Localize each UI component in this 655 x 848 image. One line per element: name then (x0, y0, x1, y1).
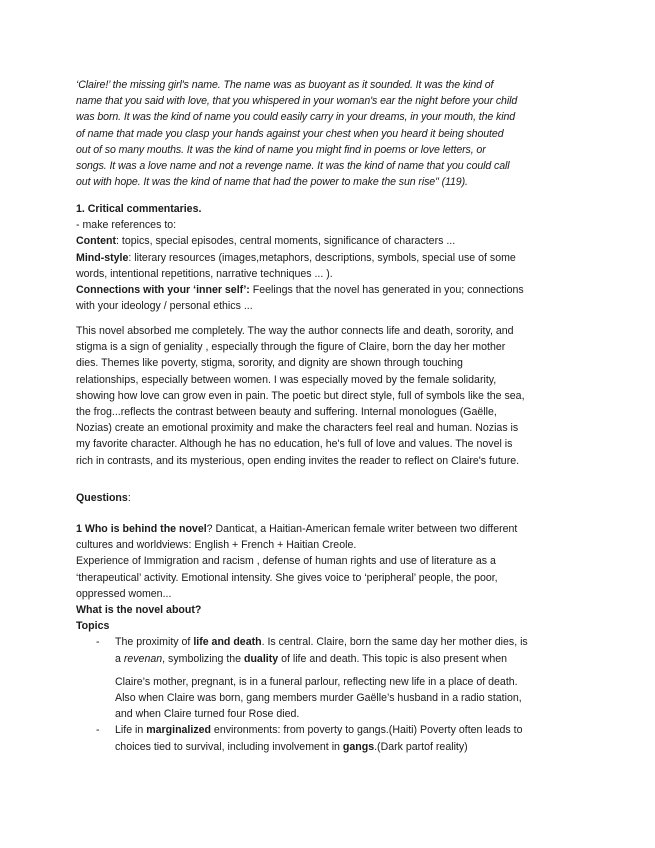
topics-list (76, 634, 586, 754)
critical-commentaries-section (76, 201, 586, 314)
list-item: - Life in marginalized environments: from poverty to gangs.(Haiti) Poverty often leads to choices tied to survival, including involvement in gangs.(Dark partof reality) (96, 724, 523, 753)
commentary-line: dies. Themes like poverty, stigma, sorority, and dignity are shown through touching (76, 357, 463, 370)
quote-line: out with hope. It was the kind of name that had the power to make the sun rise" (119). (76, 176, 468, 189)
quote-line: was born. It was the kind of name you could easily carry in your dreams, in your mouth, the kind (76, 111, 516, 124)
mind-style-line: Mind-style: literary resources (images,metaphors, descriptions, symbols, special use of some (76, 251, 516, 264)
bullet-dash: - (96, 636, 100, 649)
question-1-line: 1 Who is behind the novel? Danticat, a Haitian-American female writer between two different (76, 523, 518, 535)
commentary-line: Nozias) create an emotional proximity and make the characters feel real and human. Nozias is (76, 422, 519, 435)
experience-line: Experience of Immigration and racism , defense of human rights and use of literature as a (76, 555, 496, 568)
about-heading: What is the novel about? (76, 604, 202, 617)
list-item: - The proximity of life and death. Is central. Claire, born the same day her mother dies, is a revenan, symbolizing the duality of life and death. This topic is also present when Claire’s mother, pregnant, is in a funeral parlour, reflecting new life in a place of death. Also when Claire was born, gang members murder Gaëlle’s husband in a radio station, and when Claire turned four Rose died. (96, 636, 528, 721)
commentary-line: my favorite character. Although he has no education, he's full of love and values. The novel is (76, 438, 513, 451)
quote-line: out of so many mouths. It was the kind of name you might find in poems or love letters, or (76, 143, 486, 156)
experience-line: ‘therapeutical’ activity. Emotional intensity. She gives voice to ‘peripheral’ people, the poor, (76, 571, 498, 584)
questions-heading: Questions: (76, 492, 131, 504)
quote-line: ‘Claire!’ the missing girl's name. The name was as buoyant as it sounded. It was the kind of (76, 79, 494, 91)
experience-line: oppressed women... (76, 587, 172, 600)
section-heading: 1. Critical commentaries. (76, 203, 202, 215)
connections-line-2: with your ideology / personal ethics ... (76, 300, 253, 313)
bullet-dash: - (96, 724, 100, 737)
commentary-line: the frog...reflects the contrast between beauty and suffering. Internal monologues (Gaëlle, (76, 406, 497, 419)
commentary-line: showing how love can grow even in pain. The poetic but direct style, full of symbols like the sea, (76, 389, 525, 402)
commentary-line: rich in contrasts, and its mysterious, open ending invites the reader to reflect on Claire's future. (76, 454, 520, 467)
content-line: Content: topics, special episodes, central moments, significance of characters ... (76, 235, 456, 248)
topics-heading: Topics (76, 620, 110, 633)
commentary-paragraph (76, 323, 586, 469)
quote-line: name that you said with love, that you whispered in your woman's ear the night before your child (76, 95, 518, 108)
intro-text: - make references to: (76, 219, 177, 232)
connections-line: Connections with your ‘inner self’: Feelings that the novel has generated in you; connections (76, 284, 524, 297)
question-1-line-2: cultures and worldviews: English + French + Haitian Creole. (76, 539, 357, 552)
quote-line: of name that made you clasp your hands against your chest when you heard it being shouted (76, 127, 504, 140)
commentary-line: stigma is a sign of geniality , especially through the figure of Claire, born the day her mother (76, 341, 506, 354)
opening-quote (76, 77, 586, 190)
quote-line: songs. It was a love name and not a revenge name. It was the kind of name that you could call (76, 160, 510, 173)
questions-section (76, 521, 586, 755)
commentary-line: relationships, especially between women. I was especially moved by the female solidarity, (76, 373, 497, 386)
mind-style-line-2: words, intentional repetitions, narrative techniques ... ). (76, 267, 333, 280)
commentary-line: This novel absorbed me completely. The way the author connects life and death, sorority, and (76, 325, 514, 337)
